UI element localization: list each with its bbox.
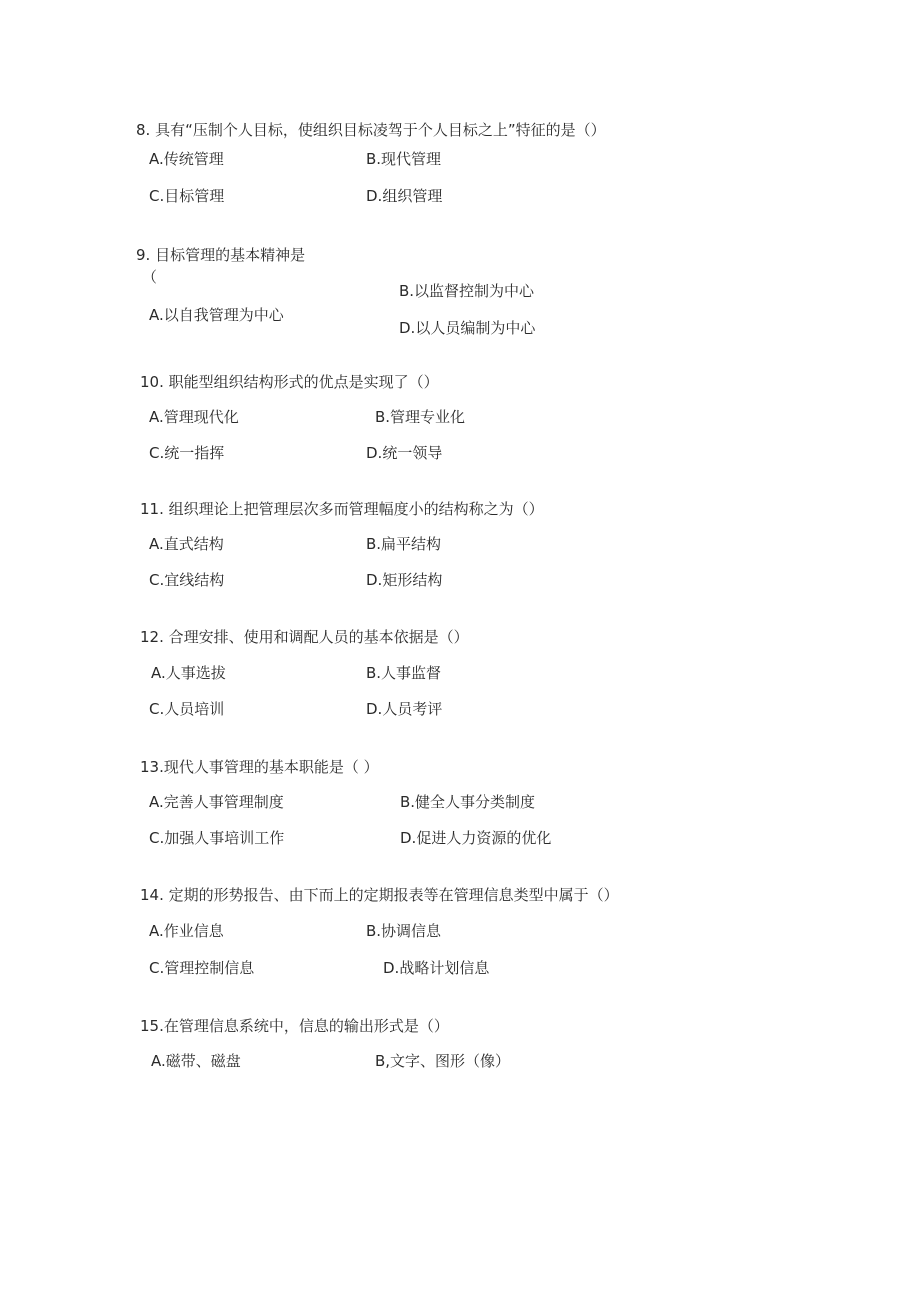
question-15-option-a: A.磁带、磁盘 [151,1052,241,1070]
question-9-stem: 9. 目标管理的基本精神是 [136,246,306,264]
question-11-option-b: B.扁平结构 [366,535,442,553]
question-10-option-d: D.统一领导 [366,444,443,462]
question-9-option-b: B.以监督控制为中心 [399,282,535,300]
question-13-option-d: D.促进人力资源的优化 [400,829,552,847]
question-14-option-d: D.战略计划信息 [383,959,490,977]
question-11-option-a: A.直式结构 [149,535,224,553]
question-8-option-b: B.现代管理 [366,150,442,168]
question-8-option-d: D.组织管理 [366,187,443,205]
question-11-option-d: D.矩形结构 [366,571,443,589]
question-8-option-a: A.传统管理 [149,150,224,168]
question-13-stem: 13.现代人事管理的基本职能是（ ） [140,758,379,776]
question-12-option-c: C.人员培训 [149,700,225,718]
question-9-option-d: D.以人员编制为中心 [399,319,536,337]
question-10-option-c: C.统一指挥 [149,444,225,462]
question-13-option-c: C.加强人事培训工作 [149,829,285,847]
question-10-stem: 10. 职能型组织结构形式的优点是实现了（） [140,373,439,391]
question-13-option-b: B.健全人事分类制度 [400,793,536,811]
question-12-option-d: D.人员考评 [366,700,443,718]
question-15-option-b: B,文字、图形（像） [375,1052,511,1070]
question-11-option-c: C.宜线结构 [149,571,225,589]
question-14-option-c: C.管理控制信息 [149,959,255,977]
question-11-stem: 11. 组织理论上把管理层次多而管理幅度小的结构称之为（） [140,500,544,518]
question-12-option-a: A.人事选拔 [151,664,226,682]
question-12-option-b: B.人事监督 [366,664,442,682]
question-13-option-a: A.完善人事管理制度 [149,793,284,811]
question-10-option-b: B.管理专业化 [375,408,466,426]
question-10-option-a: A.管理现代化 [149,408,239,426]
question-14-option-a: A.作业信息 [149,922,224,940]
question-14-stem: 14. 定期的形势报告、由下而上的定期报表等在管理信息类型中属于（） [140,886,619,904]
question-14-option-b: B.协调信息 [366,922,442,940]
question-9-bracket: （ [142,268,158,286]
question-8-option-c: C.目标管理 [149,187,225,205]
question-12-stem: 12. 合理安排、使用和调配人员的基本依据是（） [140,628,469,646]
question-15-stem: 15.在管理信息系统中，信息的输出形式是（） [140,1017,449,1035]
question-8-stem: 8. 具有“压制个人目标，使组织目标凌驾于个人目标之上”特征的是（） [136,121,606,139]
question-9-option-a: A.以自我管理为中心 [149,306,284,324]
